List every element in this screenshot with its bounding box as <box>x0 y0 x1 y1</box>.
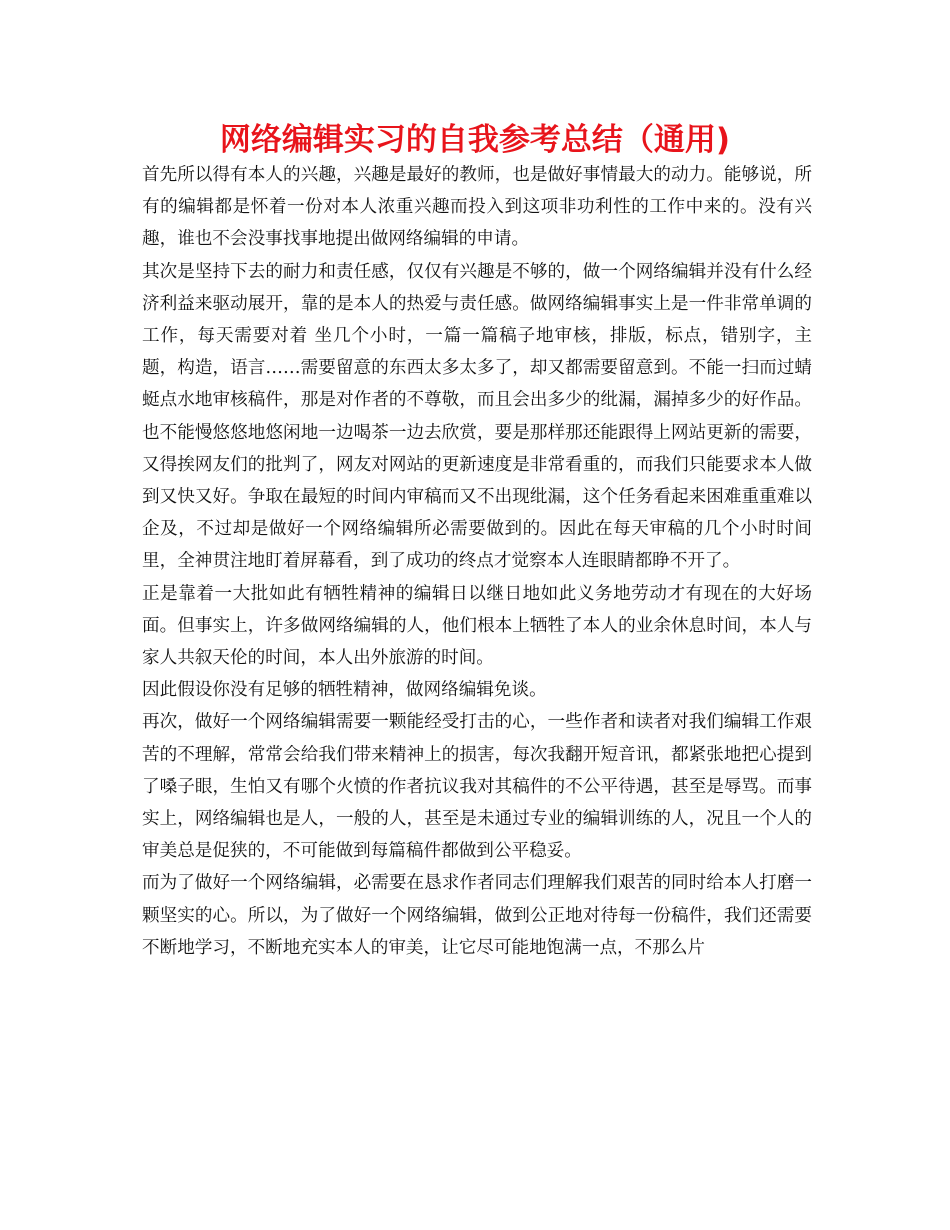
paragraph: 而为了做好一个网络编辑，必需要在恳求作者同志们理解我们艰苦的同时给本人打磨一颗坚实的心。所以，为了做好一个网络编辑，做到公正地对待每一份稿件，我们还需要不断地学习，不断地充实本人的审美，让它尽可能地饱满一点，不那么片 <box>142 873 812 958</box>
paragraph: 再次，做好一个网络编辑需要一颗能经受打击的心，一些作者和读者对我们编辑工作艰苦的不理解，常常会给我们带来精神上的损害，每次我翻开短音讯，都紧张地把心提到了嗓子眼，生怕又有哪个火愤的作者抗议我对其稿件的不公平待遇，甚至是辱骂。而事实上，网络编辑也是人，一般的人，甚至是未通过专业的编辑训练的人，况且一个人的审美总是促狭的，不可能做到每篇稿件都做到公平稳妥。 <box>142 712 812 862</box>
paragraph: 其次是坚持下去的耐力和责任感，仅仅有兴趣是不够的，做一个网络编辑并没有什么经济利益来驱动展开，靠的是本人的热爱与责任感。做网络编辑事实上是一件非常单调的工作，每天需要对着 坐几个小时，一篇一篇稿子地审核，排版，标点，错别字，主题，构造，语言……需要留意的东西太多太多了，却又都需要留意到。不能一扫而过蜻蜓点水地审核稿件，那是对作者的不尊敬，而且会出多少的纰漏，漏掉多少的好作品。也不能慢悠悠地悠闲地一边喝茶一边去欣赏，要是那样那还能跟得上网站更新的需要，又得挨网友们的批判了，网友对网站的更新速度是非常看重的，而我们只能要求本人做到又快又好。争取在最短的时间内审稿而又不出现纰漏，这个任务看起来困难重重难以企及，不过却是做好一个网络编辑所必需要做到的。因此在每天审稿的几个小时时间里，全神贯注地盯着屏幕看，到了成功的终点才觉察本人连眼睛都睁不开了。 <box>142 261 812 572</box>
paragraph: 首先所以得有本人的兴趣，兴趣是最好的教师，也是做好事情最大的动力。能够说，所有的编辑都是怀着一份对本人浓重兴趣而投入到这项非功利性的工作中来的。没有兴趣，谁也不会没事找事地提出做网络编辑的申请。 <box>142 165 812 250</box>
document-title: 网络编辑实习的自我参考总结（通用) <box>219 122 731 158</box>
document-body <box>142 159 812 964</box>
paragraph: 正是靠着一大批如此有牺牲精神的编辑日以继日地如此义务地劳动才有现在的大好场面。但事实上，许多做网络编辑的人，他们根本上牺牲了本人的业余休息时间，本人与家人共叙天伦的时间，本人出外旅游的时间。 <box>142 583 812 669</box>
paragraph: 因此假设你没有足够的牺牲精神，做网络编辑免谈。 <box>142 680 547 701</box>
